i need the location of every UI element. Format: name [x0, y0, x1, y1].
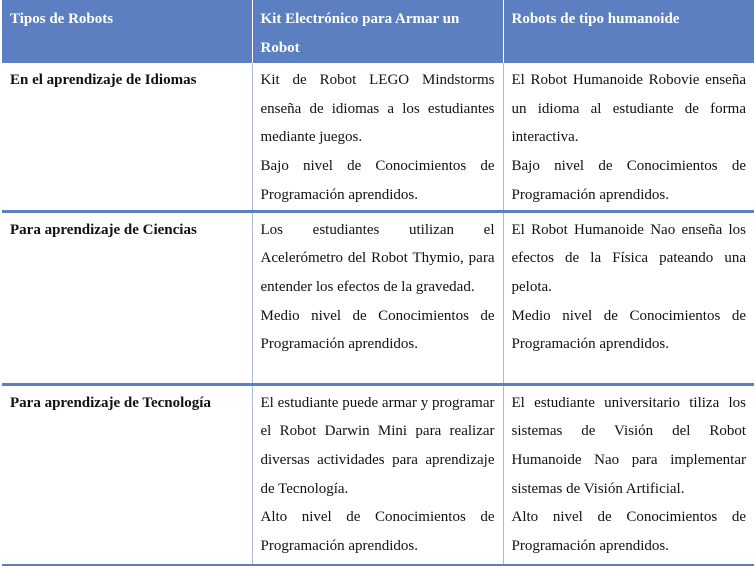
table-row-ciencias	[2, 211, 754, 384]
humanoid-description: El Robot Humanoide Robovie enseña un idioma al estudiante de forma interactiva.	[511, 72, 746, 146]
kit-description: El estudiante puede armar y programar el Robot Darwin Mini para realizar diversas actividades para aprendizaje de Tecnología.	[260, 394, 495, 497]
humanoid-level: Medio nivel de Conocimientos de Programación aprendidos.	[511, 307, 746, 353]
table-header-row	[2, 0, 754, 63]
humanoid-cell	[503, 63, 754, 211]
kit-level: Medio nivel de Conocimientos de Programación aprendidos.	[260, 307, 495, 353]
row-category: Para aprendizaje de Ciencias	[2, 211, 252, 384]
header-robots-humanoide: Robots de tipo humanoide	[511, 11, 680, 27]
humanoid-description: El Robot Humanoide Nao enseña los efectos de la Física pateando una pelota.	[511, 221, 746, 295]
humanoid-cell	[503, 384, 754, 565]
humanoid-level: Bajo nivel de Conocimientos de Programación aprendidos.	[511, 158, 746, 203]
kit-cell	[252, 384, 503, 565]
kit-level: Alto nivel de Conocimientos de Programación aprendidos.	[260, 509, 495, 555]
row-category: Para aprendizaje de Tecnología	[2, 384, 252, 565]
humanoid-level: Alto nivel de Conocimientos de Programación aprendidos.	[511, 509, 746, 555]
humanoid-cell	[503, 211, 754, 384]
robot-comparison-table-container	[2, 0, 754, 559]
kit-level: Bajo nivel de Conocimientos de Programación aprendidos.	[260, 158, 495, 203]
robot-comparison-table	[2, 0, 754, 566]
table-row-idiomas	[2, 63, 754, 211]
header-kit-electronico: Kit Electrónico para Armar un Robot	[252, 0, 503, 63]
table-row-tecnologia	[2, 384, 754, 565]
row-category: En el aprendizaje de Idiomas	[2, 63, 252, 211]
kit-cell	[252, 63, 503, 211]
humanoid-description: El estudiante universitario tiliza los sistemas de Visión del Robot Humanoide Nao para implementar sistemas de Visión Artificial.	[511, 394, 746, 497]
kit-cell	[252, 211, 503, 384]
header-tipos-de-robots: Tipos de Robots	[2, 0, 252, 63]
kit-description: Los estudiantes utilizan el Acelerómetro del Robot Thymio, para entender los efectos de la gravedad.	[260, 221, 495, 295]
kit-description: Kit de Robot LEGO Mindstorms enseña de idiomas a los estudiantes mediante juegos.	[260, 72, 495, 146]
